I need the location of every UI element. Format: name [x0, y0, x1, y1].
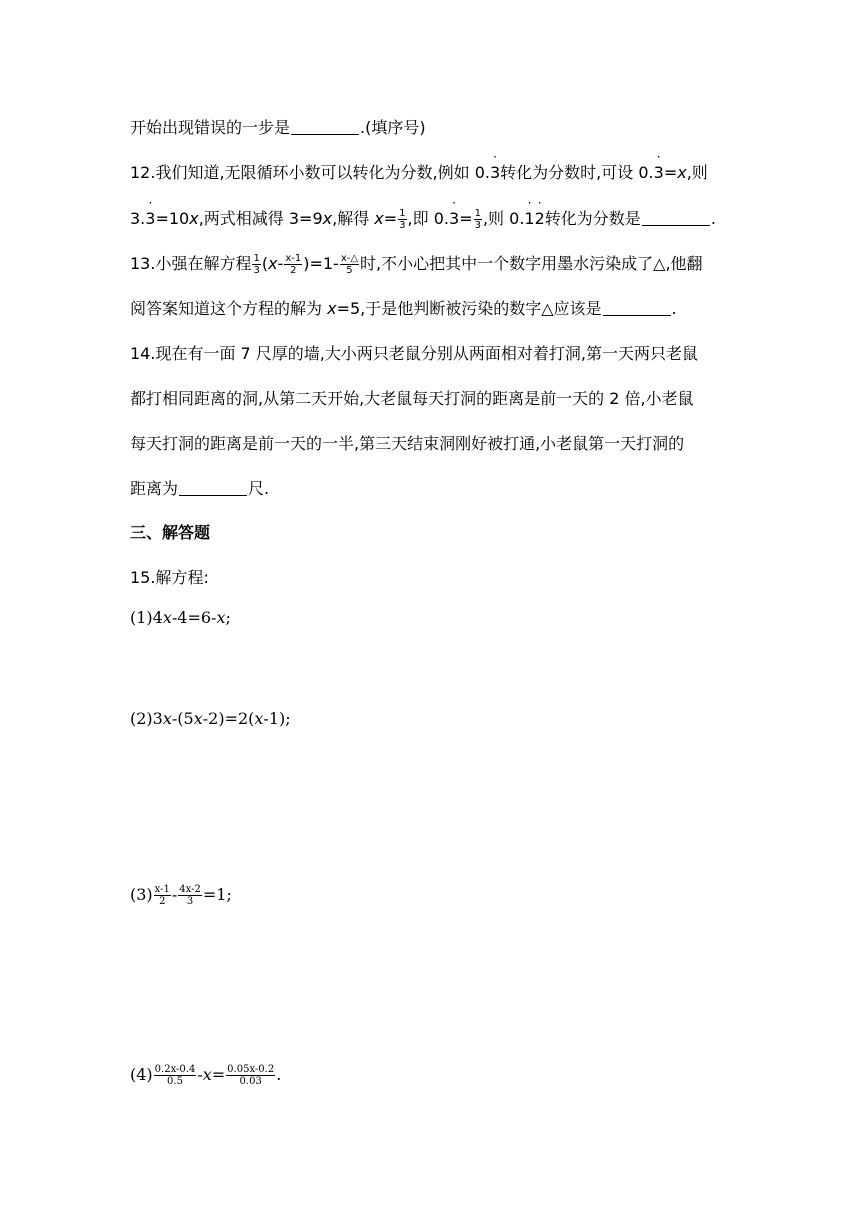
repeating-digit: · 1	[524, 209, 534, 228]
q11-text: 开始出现错误的一步是	[130, 118, 291, 137]
fraction	[474, 208, 482, 231]
q12-line-2	[130, 208, 716, 231]
fraction-numerator: 1	[253, 253, 260, 264]
equation-text: (2)3	[130, 709, 163, 728]
repeating-digit: · 3	[145, 209, 155, 228]
q12-line-1	[130, 162, 708, 184]
q12-text: 转化为分数是	[544, 209, 641, 228]
q12-text: =10	[155, 209, 190, 228]
variable-x: x	[677, 163, 687, 182]
answer-blank	[179, 479, 247, 496]
q14-line-1: 14.现在有一面 7 尺厚的墙,大小两只老鼠分别从两面相对着打洞,第一天两只老鼠	[130, 344, 698, 363]
fraction-denominator: 3	[474, 220, 481, 231]
fraction-denominator: 0.03	[239, 1076, 262, 1087]
repeating-digit: · 2	[535, 209, 545, 228]
repeating-digit: · 3	[490, 163, 500, 182]
q12-text: =	[663, 163, 678, 182]
q13-text: )=1-	[303, 254, 339, 273]
section-heading: 三、解答题	[130, 523, 211, 542]
equation-text: -4=6-	[171, 608, 217, 627]
equation-text: -1);	[263, 709, 291, 728]
q14-line-2: 都打相同距离的洞,从第二天开始,大老鼠每天打洞的距离是前一天的 2 倍,小老鼠	[130, 389, 694, 408]
q13-text: 阅答案知道这个方程的解为	[130, 299, 328, 318]
q12-text: .	[710, 209, 716, 228]
answer-blank	[642, 209, 710, 226]
variable-x: x	[162, 709, 172, 728]
q11-suffix: .(填序号)	[360, 118, 426, 137]
fraction-numerator: 1	[399, 208, 406, 219]
fraction	[178, 884, 202, 907]
equation-text: ;	[225, 608, 231, 627]
q12-text: =	[383, 209, 398, 228]
answer-blank	[603, 299, 671, 316]
q15-part-4	[130, 1064, 281, 1087]
fraction	[284, 253, 302, 276]
fraction	[398, 208, 406, 231]
fraction-denominator: 5	[346, 265, 353, 276]
q13-text: -	[277, 254, 284, 273]
q12-text: ,两式相减得 3=9	[198, 209, 323, 228]
q15-part-3	[130, 884, 232, 907]
fraction	[252, 253, 260, 276]
q12-text: 转化为分数时,可设 0.	[500, 163, 654, 182]
q14-text: 距离为	[130, 479, 179, 498]
variable-x: x	[193, 709, 203, 728]
fraction-denominator: 2	[290, 265, 297, 276]
q13-text: 时,不小心把其中一个数字用墨水污染成了△,他翻	[360, 254, 703, 273]
fraction	[226, 1064, 275, 1087]
variable-x: x	[374, 209, 384, 228]
equation-text: -2)=2(	[202, 709, 255, 728]
variable-x: x	[268, 254, 278, 273]
equation-text: -	[171, 885, 178, 904]
fraction	[154, 884, 171, 907]
q15-part-2	[130, 708, 291, 730]
q12-text: ,则 0.	[482, 209, 525, 228]
equation-text: (1)4	[130, 608, 163, 627]
variable-x: x	[202, 1065, 212, 1084]
q13-line-2	[130, 298, 677, 320]
equation-text: =1;	[202, 885, 232, 904]
variable-x: x	[189, 209, 199, 228]
q13-text: .	[671, 299, 677, 318]
fraction-numerator: 4x-2	[179, 884, 201, 895]
q12-text: ,即 0.	[407, 209, 449, 228]
q12-text: 3.	[130, 209, 146, 228]
fraction-numerator: x-1	[285, 253, 302, 264]
fraction-denominator: 3	[253, 265, 260, 276]
variable-x: x	[327, 299, 337, 318]
q12-text: 12.我们知道,无限循环小数可以转化为分数,例如 0.	[130, 163, 490, 182]
fraction-denominator: 3	[399, 220, 406, 231]
equation-text: .	[276, 1065, 282, 1084]
equation-text: (4)	[130, 1065, 153, 1084]
equation-text: (3)	[130, 885, 153, 904]
fraction-numerator: 1	[474, 208, 481, 219]
equation-text: -(5	[171, 709, 194, 728]
q12-text: ,解得	[332, 209, 375, 228]
fraction-denominator: 3	[186, 896, 194, 907]
equation-text: -	[197, 1065, 203, 1084]
q13-text: 13.小强在解方程	[130, 254, 252, 273]
fraction-numerator: 0.2x-0.4	[154, 1064, 196, 1075]
fraction-numerator: 0.05x-0.2	[227, 1064, 275, 1075]
variable-x: x	[216, 608, 226, 627]
variable-x: x	[162, 608, 172, 627]
q14-line-4	[130, 478, 269, 500]
equation-text: =	[211, 1065, 226, 1084]
q13-line-1	[130, 253, 703, 276]
repeating-digit: · 3	[654, 163, 664, 182]
q13-text: (	[261, 254, 269, 273]
q15-title: 15.解方程:	[130, 568, 209, 587]
fraction	[340, 253, 359, 276]
q13-text: =5,于是他判断被污染的数字△应该是	[336, 299, 602, 318]
fraction-numerator: x-△	[340, 253, 359, 264]
fraction-denominator: 0.5	[167, 1076, 183, 1087]
variable-x: x	[254, 709, 264, 728]
q12-text: ,则	[686, 163, 708, 182]
q11-tail	[130, 117, 426, 139]
repeating-digit: · 3	[449, 209, 459, 228]
q14-text: 尺.	[248, 479, 270, 498]
q15-part-1	[130, 607, 231, 629]
q12-text: =	[459, 209, 473, 228]
answer-blank	[291, 118, 359, 135]
fraction-denominator: 2	[159, 896, 166, 907]
fraction	[154, 1064, 197, 1087]
variable-x: x	[322, 209, 333, 228]
fraction-numerator: x-1	[154, 884, 170, 895]
q14-line-3: 每天打洞的距离是前一天的一半,第三天结束洞刚好被打通,小老鼠第一天打洞的	[130, 434, 685, 453]
